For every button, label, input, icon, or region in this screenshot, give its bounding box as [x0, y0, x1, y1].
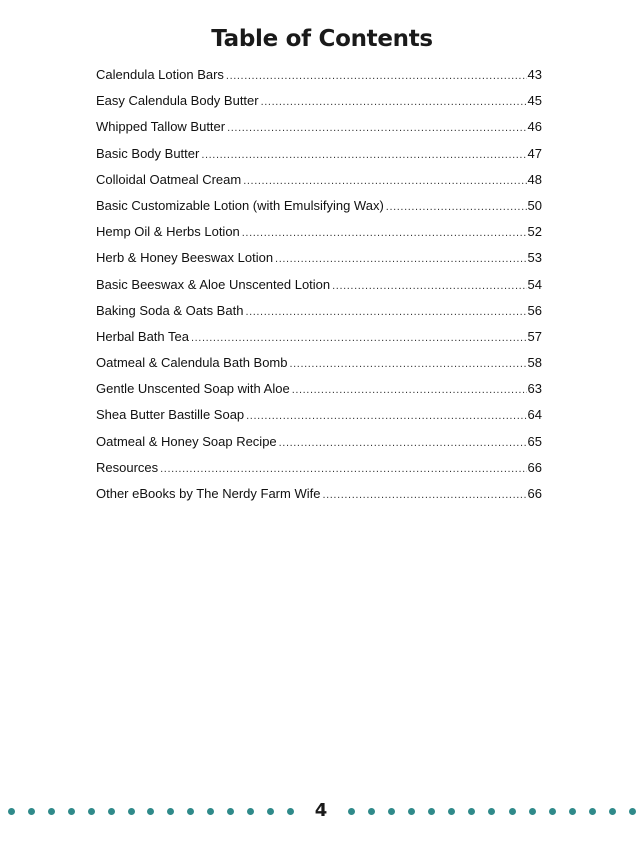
footer-dot [187, 808, 194, 815]
footer-dot [408, 808, 415, 815]
footer-dot [589, 808, 596, 815]
footer-dot [247, 808, 254, 815]
footer-dot [8, 808, 15, 815]
footer-dot [569, 808, 576, 815]
toc-entry-title: Gentle Unscented Soap with Aloe [96, 381, 290, 397]
toc-entry-page: 65 [527, 433, 542, 449]
footer-dot [448, 808, 455, 815]
toc-dot-leader [292, 380, 527, 400]
toc-dot-leader [279, 433, 527, 453]
toc-entry[interactable] [96, 432, 542, 458]
toc-entry-title: Calendula Lotion Bars [96, 67, 224, 82]
toc-entry-page: 53 [527, 250, 542, 266]
toc-entry[interactable] [96, 248, 542, 274]
toc-entry[interactable] [96, 275, 542, 301]
toc-entry-page: 47 [527, 145, 542, 161]
toc-entry-title: Hemp Oil & Herbs Lotion [96, 224, 240, 240]
toc-dot-leader [191, 328, 527, 348]
toc-entry[interactable] [96, 170, 542, 196]
toc-dot-leader [332, 276, 526, 296]
footer-dot [68, 808, 75, 815]
toc-entry[interactable] [96, 117, 542, 143]
footer-dot-row-right [348, 808, 636, 815]
toc-entry-page: 56 [527, 302, 542, 318]
footer-dot [28, 808, 35, 815]
toc-dot-leader [246, 406, 526, 426]
toc-entry-title: Whipped Tallow Butter [96, 119, 226, 135]
toc-entry-page: 50 [527, 197, 542, 213]
toc-entry[interactable] [96, 91, 542, 117]
footer-dot [287, 808, 294, 815]
footer-dot [147, 808, 154, 815]
footer-dot [267, 808, 274, 815]
toc-entry-page: 66 [527, 459, 542, 475]
footer-dot [368, 808, 375, 815]
toc-entry-page: 64 [527, 407, 542, 423]
footer-dot [108, 808, 115, 815]
toc-entry[interactable] [96, 196, 542, 222]
footer-dot [529, 808, 536, 815]
toc-dot-leader [227, 118, 526, 138]
footer-dot [629, 808, 636, 815]
footer-dot [428, 808, 435, 815]
toc-entry-title: Herb & Honey Beeswax Lotion [96, 250, 274, 266]
page-footer [0, 800, 644, 824]
toc-entry[interactable] [96, 379, 542, 405]
toc-entry-page: 63 [527, 381, 542, 397]
toc-entry-title: Herbal Bath Tea [96, 328, 189, 344]
footer-dot [207, 808, 214, 815]
toc-entry-title: Basic Body Butter [96, 145, 200, 161]
footer-dot [48, 808, 55, 815]
footer-dot [167, 808, 174, 815]
footer-dot [388, 808, 395, 815]
footer-dot [468, 808, 475, 815]
toc-dot-leader [275, 249, 526, 269]
toc-entry-page: 46 [527, 119, 542, 135]
toc-entry[interactable] [96, 301, 542, 327]
footer-dot [509, 808, 516, 815]
toc-entry-page: 54 [527, 276, 542, 292]
toc-entry-title: Oatmeal & Honey Soap Recipe [96, 433, 277, 449]
toc-entry-title: Shea Butter Bastille Soap [96, 407, 245, 423]
toc-entry[interactable] [96, 327, 542, 353]
toc-entry-title: Oatmeal & Calendula Bath Bomb [96, 355, 288, 371]
toc-dot-leader [201, 145, 526, 165]
toc-entry-title: Basic Beeswax & Aloe Unscented Lotion [96, 276, 331, 292]
toc-entry-page: 43 [527, 67, 542, 82]
page-number: 4 [314, 800, 328, 821]
toc-dot-leader [322, 485, 526, 505]
toc-dot-leader [261, 92, 527, 112]
toc-entry-page: 45 [527, 93, 542, 109]
page-title: Table of Contents [211, 26, 433, 52]
toc-entry[interactable] [96, 484, 542, 510]
toc-entry-title: Baking Soda & Oats Bath [96, 302, 244, 318]
toc-dot-leader [386, 197, 527, 217]
footer-dot [348, 808, 355, 815]
toc-entry[interactable] [96, 458, 542, 484]
toc-entry-page: 66 [527, 486, 542, 501]
footer-dot [227, 808, 234, 815]
toc-dot-leader [226, 66, 527, 86]
toc-dot-leader [242, 223, 527, 243]
footer-dot [609, 808, 616, 815]
toc-entry[interactable] [96, 222, 542, 248]
toc-entry[interactable] [96, 353, 542, 379]
toc-entry-title: Easy Calendula Body Butter [96, 93, 259, 109]
toc-entry-page: 57 [527, 328, 542, 344]
footer-dot [488, 808, 495, 815]
toc-entry-title: Colloidal Oatmeal Cream [96, 171, 242, 187]
toc-entry[interactable] [96, 65, 542, 91]
table-of-contents [96, 65, 542, 510]
toc-dot-leader [243, 171, 526, 191]
footer-dot [549, 808, 556, 815]
toc-dot-leader [290, 354, 527, 374]
toc-entry-title: Other eBooks by The Nerdy Farm Wife [96, 486, 321, 501]
toc-entry-page: 58 [527, 355, 542, 371]
toc-entry-page: 52 [527, 224, 542, 240]
toc-entry[interactable] [96, 405, 542, 431]
toc-entry-title: Resources [96, 459, 159, 475]
footer-dot [128, 808, 135, 815]
toc-entry-title: Basic Customizable Lotion (with Emulsifying Wax) [96, 197, 384, 213]
toc-dot-leader [160, 459, 526, 479]
toc-entry-page: 48 [527, 171, 542, 187]
footer-dot-row-left [8, 808, 294, 815]
footer-dot [88, 808, 95, 815]
toc-entry[interactable] [96, 144, 542, 170]
toc-dot-leader [245, 302, 526, 322]
